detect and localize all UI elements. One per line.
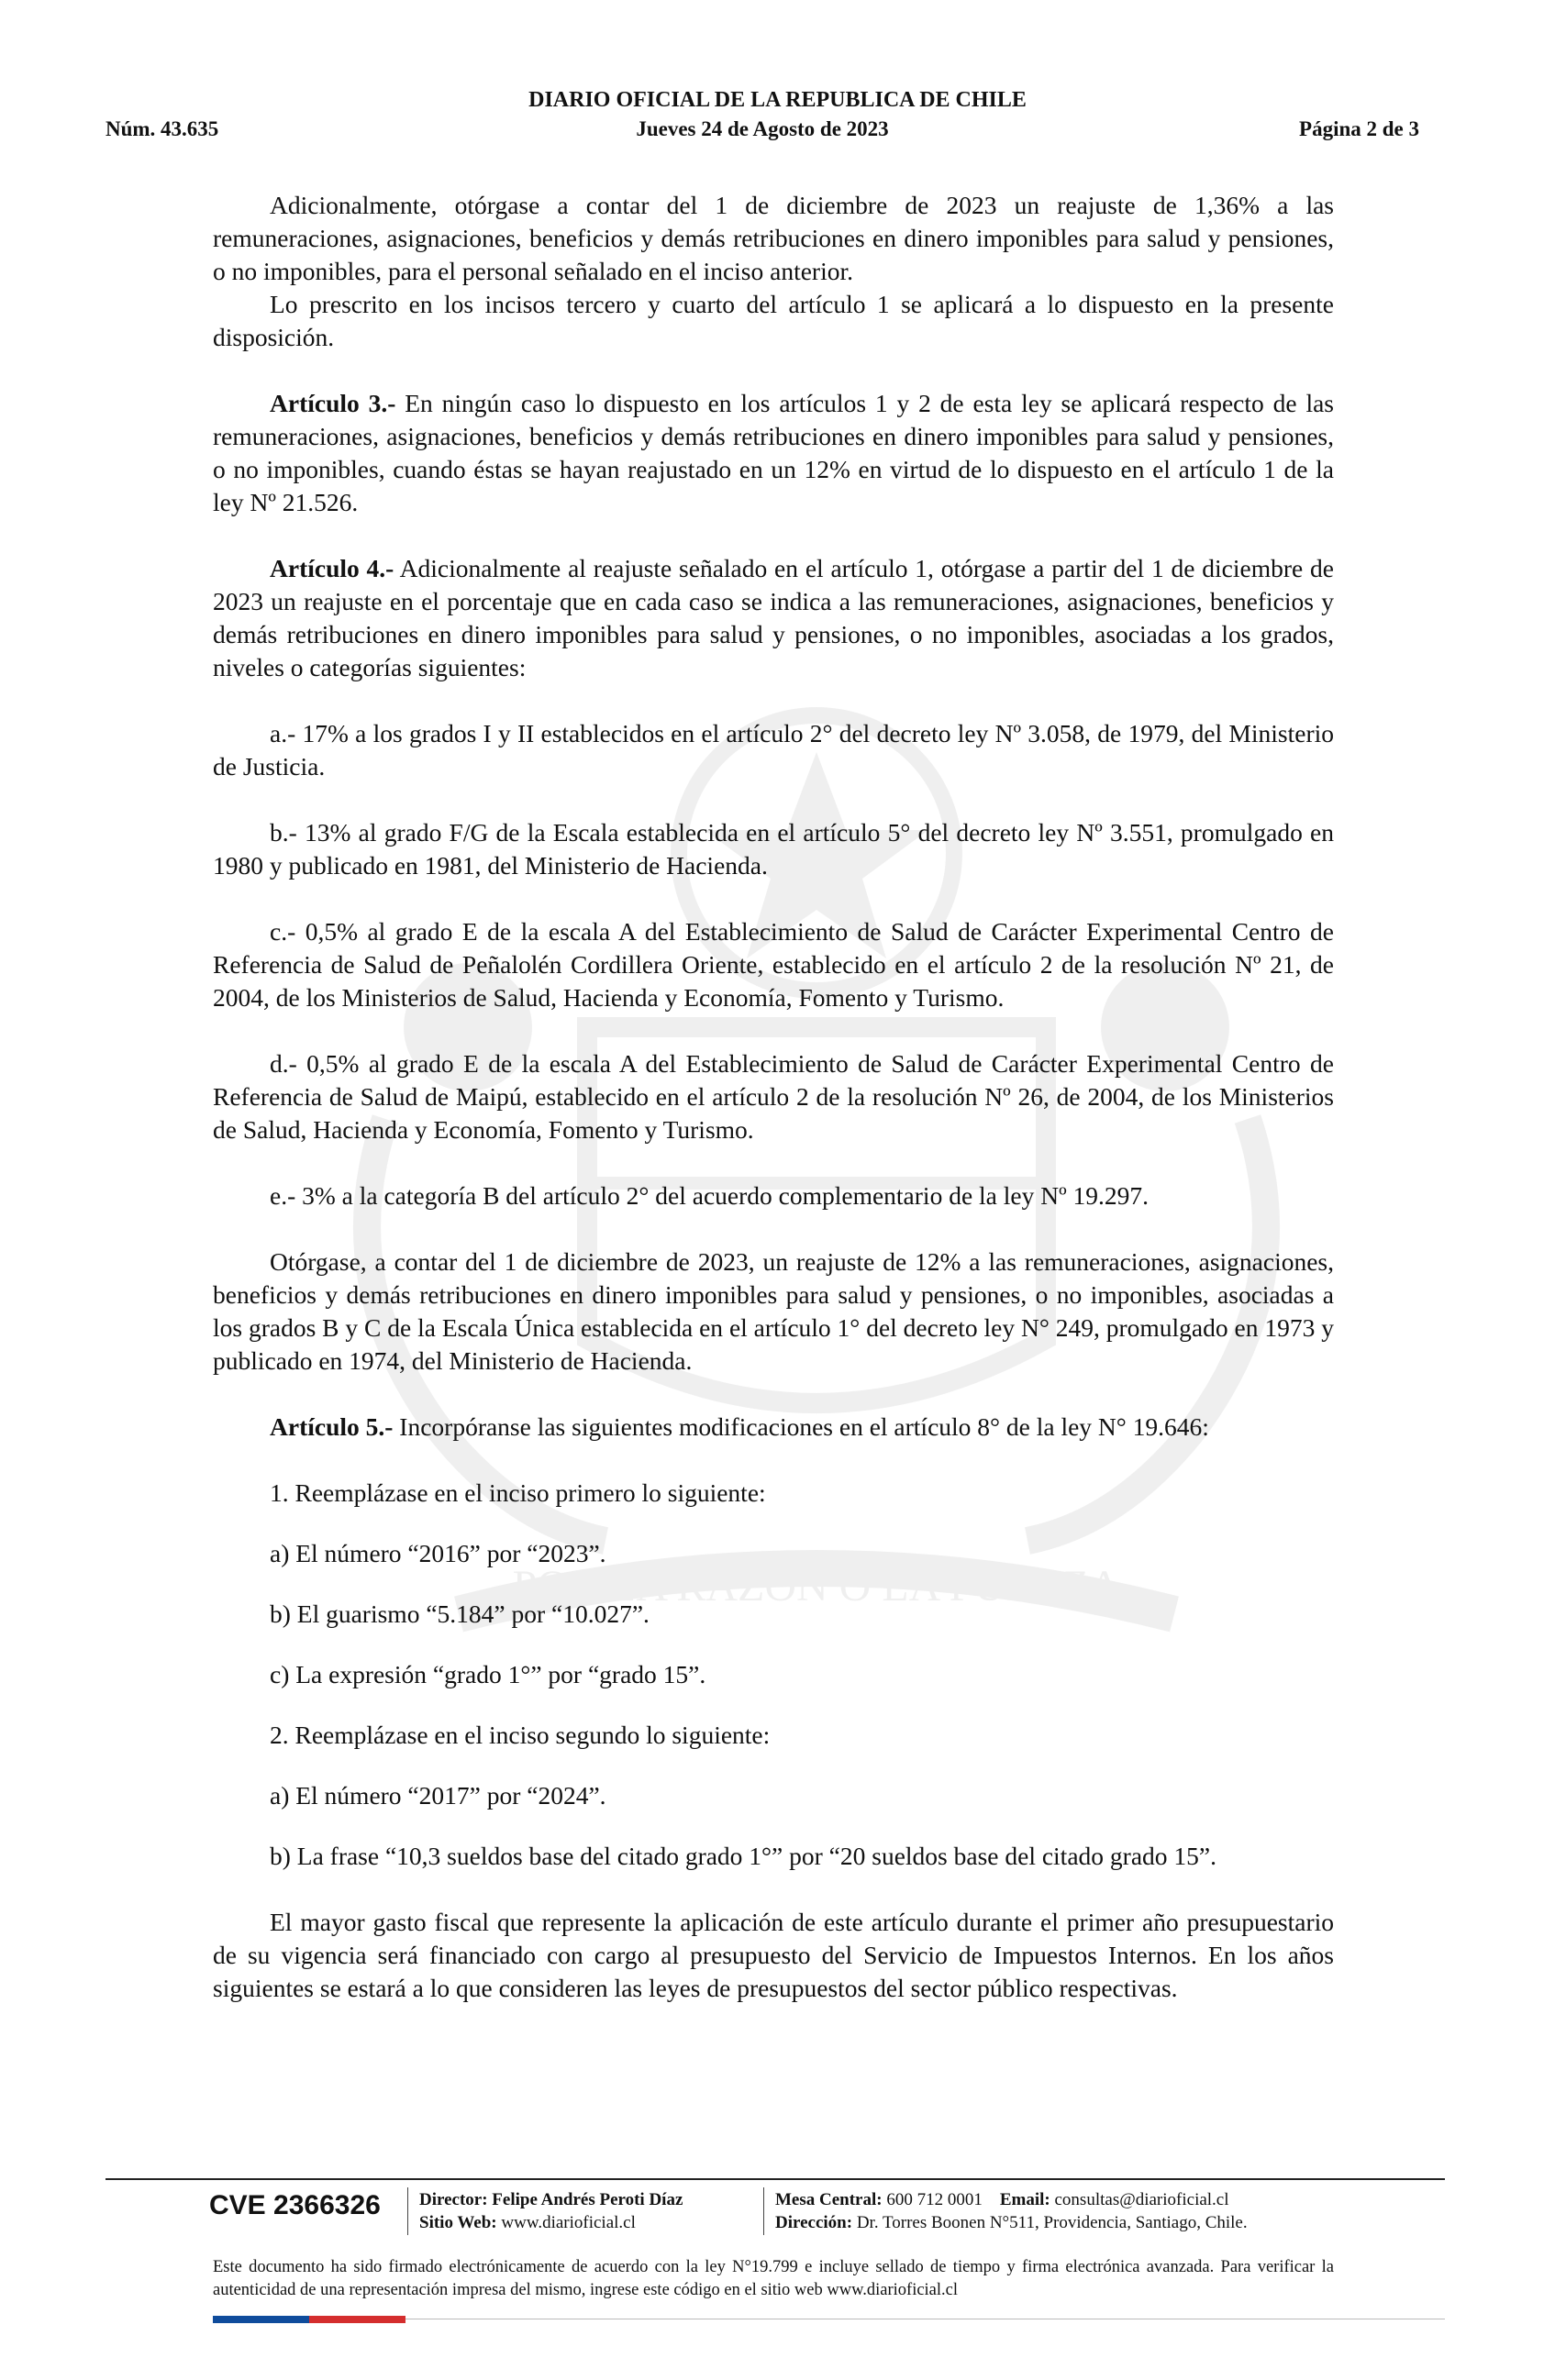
article-label: Artículo 5.- <box>270 1412 394 1441</box>
phone-number: 600 712 0001 <box>886 2190 983 2209</box>
article-4: Artículo 4.- Adicionalmente al reajuste señalado en el artículo 1, otórgase a partir del 1 de diciembre de 2023 un reajuste en el porcentaje que en cada caso se indica a las remuneraciones, asignaciones, beneficios y demás retribuciones en dinero imponibles para salud y pensiones, o no imponibles, asociadas a los grados, niveles o categorías siguientes: <box>213 554 1334 681</box>
article-3: Artículo 3.- En ningún caso lo dispuesto en los artículos 1 y 2 de esta ley se aplicará respecto de las remuneraciones, asignaciones, beneficios y demás retribuciones en dinero imponibles para salud y pensiones, o no imponibles, cuando éstas se hayan reajustado en un 12% en virtud de lo dispuesto en el artículo 1 de la ley Nº 21.526. <box>213 389 1334 516</box>
list-item: b) La frase “10,3 sueldos base del citado grado 1°” por “20 sueldos base del citado grado 15”. <box>270 1842 1216 1870</box>
list-item: e.- 3% a la categoría B del artículo 2° del acuerdo complementario de la ley Nº 19.297. <box>270 1181 1149 1210</box>
paragraph: Otórgase, a contar del 1 de diciembre de 2023, un reajuste de 12% a las remuneraciones, asignaciones, beneficios y demás retribuciones en dinero imponibles para salud y pensiones, o no imponibles, asociadas a los grados B y C de la Escala Única establecida en el artículo 1° del decreto ley N° 249, promulgado en 1973 y publicado en 1974, del Ministerio de Hacienda. <box>213 1247 1334 1375</box>
list-item: a.- 17% a los grados I y II establecidos en el artículo 2° del decreto ley Nº 3.058, de 1979, del Ministerio de Justicia. <box>213 719 1334 780</box>
paragraph: El mayor gasto fiscal que represente la aplicación de este artículo durante el primer año presupuestario de su vigencia será financiado con cargo al presupuesto del Servicio de Impuestos Internos. En los años siguientes se estará a lo que consideren las leyes de presupuestos del sector público respectivas. <box>213 1908 1334 2002</box>
director-name: Felipe Andrés Peroti Díaz <box>492 2190 683 2209</box>
address: Dr. Torres Boonen N°511, Providencia, Santiago, Chile. <box>856 2213 1248 2232</box>
issue-date: Jueves 24 de Agosto de 2023 <box>636 117 889 140</box>
watermark-motto: POR LA RAZÓN O LA FUERZA <box>512 1562 1121 1611</box>
article-label: Artículo 4.- <box>270 554 394 582</box>
list-item: a) El número “2017” por “2024”. <box>270 1781 606 1810</box>
list-item: a) El número “2016” por “2023”. <box>270 1539 606 1567</box>
legal-notice: Este documento ha sido firmado electrónicamente de acuerdo con la ley N°19.799 e incluye sellado de tiempo y firma electrónica avanzada. Para verificar la autenticidad de una representación impresa del mismo, ingrese este código en el sitio web www.diarioficial.cl <box>213 2258 1334 2299</box>
page-number: Página 2 de 3 <box>1299 117 1419 140</box>
list-item: b) El guarismo “5.184” por “10.027”. <box>270 1600 650 1628</box>
list-item: c) La expresión “grado 1°” por “grado 15”. <box>270 1660 706 1688</box>
flag-red-segment <box>309 2316 405 2323</box>
chile-flag-bar <box>213 2316 405 2323</box>
footer-separator <box>407 2187 408 2235</box>
footer-separator <box>763 2187 764 2235</box>
footer-contact-block: Mesa Central: 600 712 0001 Email: consultas@diarioficial.cl Dirección: Dr. Torres Boonen N°511, Providencia, Santiago, Chile. <box>775 2190 1248 2232</box>
list-item: c.- 0,5% al grado E de la escala A del Establecimiento de Salud de Carácter Experimental Centro de Referencia de Salud de Peñalolén Cordillera Oriente, establecido en el artículo 2 de la resolución Nº 21, de 2004, de los Ministerios de Salud, Hacienda y Economía, Fomento y Turismo. <box>213 917 1334 1012</box>
list-item: 2. Reemplázase en el inciso segundo lo siguiente: <box>270 1721 771 1749</box>
email-link[interactable]: consultas@diarioficial.cl <box>1054 2190 1229 2209</box>
website-link[interactable]: www.diarioficial.cl <box>501 2213 636 2232</box>
newspaper-title: DIARIO OFICIAL DE LA REPUBLICA DE CHILE <box>528 88 1027 112</box>
flag-blue-segment <box>213 2316 309 2323</box>
footer-director-block: Director: Felipe Andrés Peroti Díaz Sitio Web: www.diarioficial.cl <box>419 2190 683 2232</box>
article-5: Artículo 5.- Incorpóranse las siguientes modificaciones en el artículo 8° de la ley N° 19.646: <box>270 1412 1209 1441</box>
list-item: b.- 13% al grado F/G de la Escala establecida en el artículo 5° del decreto ley Nº 3.551, promulgado en 1980 y publicado en 1981, del Ministerio de Hacienda. <box>213 818 1334 880</box>
list-item: d.- 0,5% al grado E de la escala A del Establecimiento de Salud de Carácter Experimental Centro de Referencia de Salud de Maipú, establecido en el artículo 2 de la resolución Nº 26, de 2004, de los Ministerios de Salud, Hacienda y Economía, Fomento y Turismo. <box>213 1049 1334 1144</box>
paragraph: Lo prescrito en los incisos tercero y cuarto del artículo 1 se aplicará a lo dispuesto en la presente disposición. <box>213 290 1334 351</box>
paragraph: Adicionalmente, otórgase a contar del 1 de diciembre de 2023 un reajuste de 1,36% a las remuneraciones, asignaciones, beneficios y demás retribuciones en dinero imponibles para salud y pensiones, o no imponibles, para el personal señalado en el inciso anterior. <box>213 191 1334 285</box>
cve-code: CVE 2366326 <box>209 2190 381 2220</box>
article-label: Artículo 3.- <box>270 389 396 417</box>
list-item: 1. Reemplázase en el inciso primero lo siguiente: <box>270 1478 766 1507</box>
issue-number: Núm. 43.635 <box>106 117 219 140</box>
footer-divider <box>106 2178 1445 2180</box>
document-body <box>213 189 1334 2005</box>
